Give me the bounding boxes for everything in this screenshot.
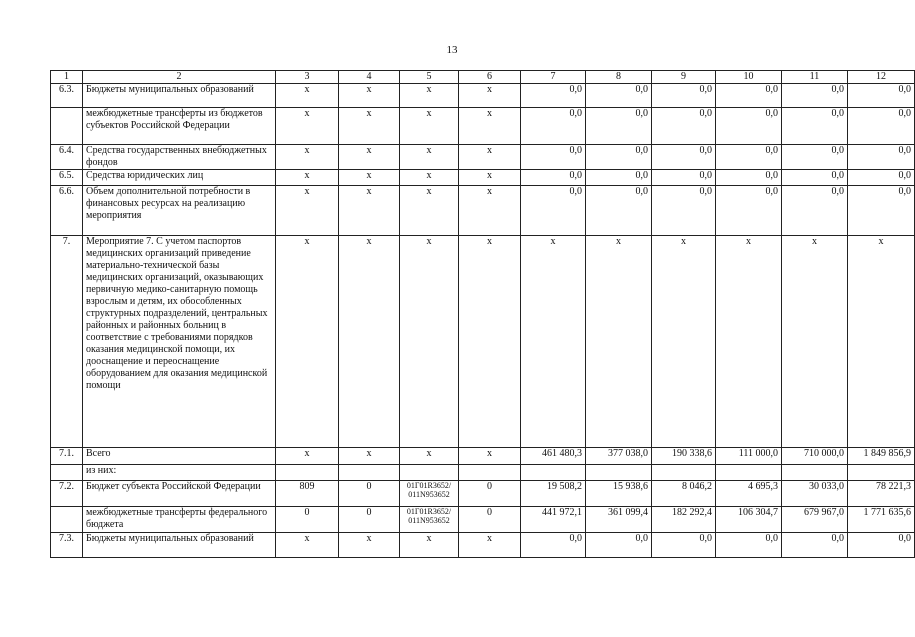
cell: x <box>459 84 521 108</box>
cell: 0,0 <box>716 108 782 145</box>
row-name: межбюджетные трансферты федерального бюджета <box>83 507 276 533</box>
cell: 0 <box>459 481 521 507</box>
cell: 1 849 856,9 <box>848 448 915 465</box>
cell: 0,0 <box>848 186 915 236</box>
cell: 679 967,0 <box>782 507 848 533</box>
table-row <box>51 84 915 108</box>
cell: x <box>339 145 400 170</box>
cell: 01Г01R3652/ 011N953652 <box>400 507 459 533</box>
column-header: 9 <box>652 71 716 84</box>
row-number <box>51 465 83 481</box>
cell: 15 938,6 <box>586 481 652 507</box>
cell: x <box>276 533 339 558</box>
cell: x <box>339 448 400 465</box>
cell: x <box>339 170 400 186</box>
cell: 441 972,1 <box>521 507 586 533</box>
cell: x <box>782 236 848 448</box>
cell: x <box>276 108 339 145</box>
cell: 0,0 <box>586 84 652 108</box>
cell: 0,0 <box>586 108 652 145</box>
cell: 0,0 <box>782 84 848 108</box>
cell: x <box>400 448 459 465</box>
cell: x <box>339 236 400 448</box>
cell: 1 771 635,6 <box>848 507 915 533</box>
cell: 377 038,0 <box>586 448 652 465</box>
row-name: Бюджет субъекта Российской Федерации <box>83 481 276 507</box>
row-name: Бюджеты муниципальных образований <box>83 533 276 558</box>
cell <box>400 465 459 481</box>
cell: 0,0 <box>782 533 848 558</box>
row-name: Бюджеты муниципальных образований <box>83 84 276 108</box>
cell: 0,0 <box>521 145 586 170</box>
cell: 0,0 <box>652 533 716 558</box>
table-row <box>51 533 915 558</box>
cell: 0,0 <box>848 84 915 108</box>
cell: 0,0 <box>848 145 915 170</box>
table-row <box>51 465 915 481</box>
cell <box>339 465 400 481</box>
cell: 111 000,0 <box>716 448 782 465</box>
cell: x <box>400 186 459 236</box>
cell: x <box>339 186 400 236</box>
cell: x <box>521 236 586 448</box>
cell: 78 221,3 <box>848 481 915 507</box>
cell: 4 695,3 <box>716 481 782 507</box>
cell: 0,0 <box>652 170 716 186</box>
row-name: Всего <box>83 448 276 465</box>
cell: 0,0 <box>652 108 716 145</box>
row-name: Мероприятие 7. С учетом паспортов медицинских организаций приведение материально-технической базы медицинских организаций, оказывающих первичную медико-санитарную помощь взрослым и детям, их обособленных структурных подразделений, центральных районных и районных больниц в соответствие с требованиями порядков оказания медицинской помощи, их дооснащение и переоснащение оборудованием для оказания медицинской помощи <box>83 236 276 448</box>
row-number <box>51 507 83 533</box>
cell: x <box>339 108 400 145</box>
cell: 190 338,6 <box>652 448 716 465</box>
cell: x <box>400 108 459 145</box>
cell: 710 000,0 <box>782 448 848 465</box>
row-number: 7.1. <box>51 448 83 465</box>
column-header: 8 <box>586 71 652 84</box>
row-name: межбюджетные трансферты из бюджетов субъектов Российской Федерации <box>83 108 276 145</box>
cell: 0,0 <box>586 533 652 558</box>
cell: x <box>276 186 339 236</box>
cell: 0 <box>339 507 400 533</box>
row-name: Средства юридических лиц <box>83 170 276 186</box>
header-row <box>51 71 915 84</box>
row-number: 7.2. <box>51 481 83 507</box>
cell <box>459 465 521 481</box>
cell: 106 304,7 <box>716 507 782 533</box>
cell: x <box>400 145 459 170</box>
column-header: 2 <box>83 71 276 84</box>
cell: 0,0 <box>782 145 848 170</box>
column-header: 1 <box>51 71 83 84</box>
table-row <box>51 481 915 507</box>
page-number: 13 <box>446 44 458 56</box>
table-row <box>51 145 915 170</box>
cell: 361 099,4 <box>586 507 652 533</box>
cell: 0 <box>459 507 521 533</box>
cell: x <box>459 533 521 558</box>
cell: x <box>459 236 521 448</box>
column-header: 5 <box>400 71 459 84</box>
row-number: 7. <box>51 236 83 448</box>
cell: 0,0 <box>652 84 716 108</box>
cell: 0,0 <box>521 108 586 145</box>
cell: 0,0 <box>782 108 848 145</box>
table-row <box>51 170 915 186</box>
row-number <box>51 108 83 145</box>
column-header: 12 <box>848 71 915 84</box>
cell: x <box>339 533 400 558</box>
row-number: 7.3. <box>51 533 83 558</box>
row-number: 6.5. <box>51 170 83 186</box>
cell: 0 <box>276 507 339 533</box>
cell: 0,0 <box>716 533 782 558</box>
table-row <box>51 448 915 465</box>
cell: x <box>716 236 782 448</box>
cell: x <box>848 236 915 448</box>
cell: x <box>459 145 521 170</box>
cell: 461 480,3 <box>521 448 586 465</box>
cell: 0,0 <box>848 108 915 145</box>
cell: 0,0 <box>521 186 586 236</box>
cell: x <box>652 236 716 448</box>
cell: 0,0 <box>716 170 782 186</box>
cell: x <box>276 84 339 108</box>
cell <box>586 465 652 481</box>
cell: 0,0 <box>716 84 782 108</box>
cell: x <box>400 170 459 186</box>
row-number: 6.3. <box>51 84 83 108</box>
cell: 0,0 <box>521 170 586 186</box>
column-header: 10 <box>716 71 782 84</box>
cell <box>716 465 782 481</box>
cell: x <box>400 84 459 108</box>
cell: 0,0 <box>848 170 915 186</box>
budget-table <box>50 70 915 558</box>
cell: x <box>276 448 339 465</box>
cell: 01Г01R3652/ 011N953652 <box>400 481 459 507</box>
cell <box>782 465 848 481</box>
cell: 19 508,2 <box>521 481 586 507</box>
row-number: 6.6. <box>51 186 83 236</box>
cell: 30 033,0 <box>782 481 848 507</box>
cell: x <box>459 170 521 186</box>
cell: 0 <box>339 481 400 507</box>
cell: x <box>276 170 339 186</box>
cell: x <box>459 448 521 465</box>
column-header: 11 <box>782 71 848 84</box>
cell <box>521 465 586 481</box>
column-header: 7 <box>521 71 586 84</box>
column-header: 3 <box>276 71 339 84</box>
cell: 182 292,4 <box>652 507 716 533</box>
cell <box>276 465 339 481</box>
cell: 0,0 <box>782 170 848 186</box>
cell: 0,0 <box>521 533 586 558</box>
cell: x <box>586 236 652 448</box>
cell: 0,0 <box>586 186 652 236</box>
cell: 0,0 <box>521 84 586 108</box>
cell: 8 046,2 <box>652 481 716 507</box>
cell <box>652 465 716 481</box>
cell: 0,0 <box>848 533 915 558</box>
row-name: из них: <box>83 465 276 481</box>
cell: x <box>400 236 459 448</box>
cell: 0,0 <box>652 145 716 170</box>
table-row <box>51 186 915 236</box>
cell: 0,0 <box>586 170 652 186</box>
cell: 0,0 <box>586 145 652 170</box>
cell: 809 <box>276 481 339 507</box>
table-row <box>51 236 915 448</box>
cell <box>848 465 915 481</box>
cell: x <box>339 84 400 108</box>
row-name: Средства государственных внебюджетных фондов <box>83 145 276 170</box>
cell: 0,0 <box>782 186 848 236</box>
cell: x <box>276 236 339 448</box>
column-header: 6 <box>459 71 521 84</box>
cell: 0,0 <box>716 145 782 170</box>
row-number: 6.4. <box>51 145 83 170</box>
cell: x <box>276 145 339 170</box>
table-row <box>51 108 915 145</box>
table-row <box>51 507 915 533</box>
column-header: 4 <box>339 71 400 84</box>
cell: x <box>459 186 521 236</box>
cell: x <box>459 108 521 145</box>
cell: x <box>400 533 459 558</box>
row-name: Объем дополнительной потребности в финансовых ресурсах на реализацию мероприятия <box>83 186 276 236</box>
cell: 0,0 <box>652 186 716 236</box>
cell: 0,0 <box>716 186 782 236</box>
